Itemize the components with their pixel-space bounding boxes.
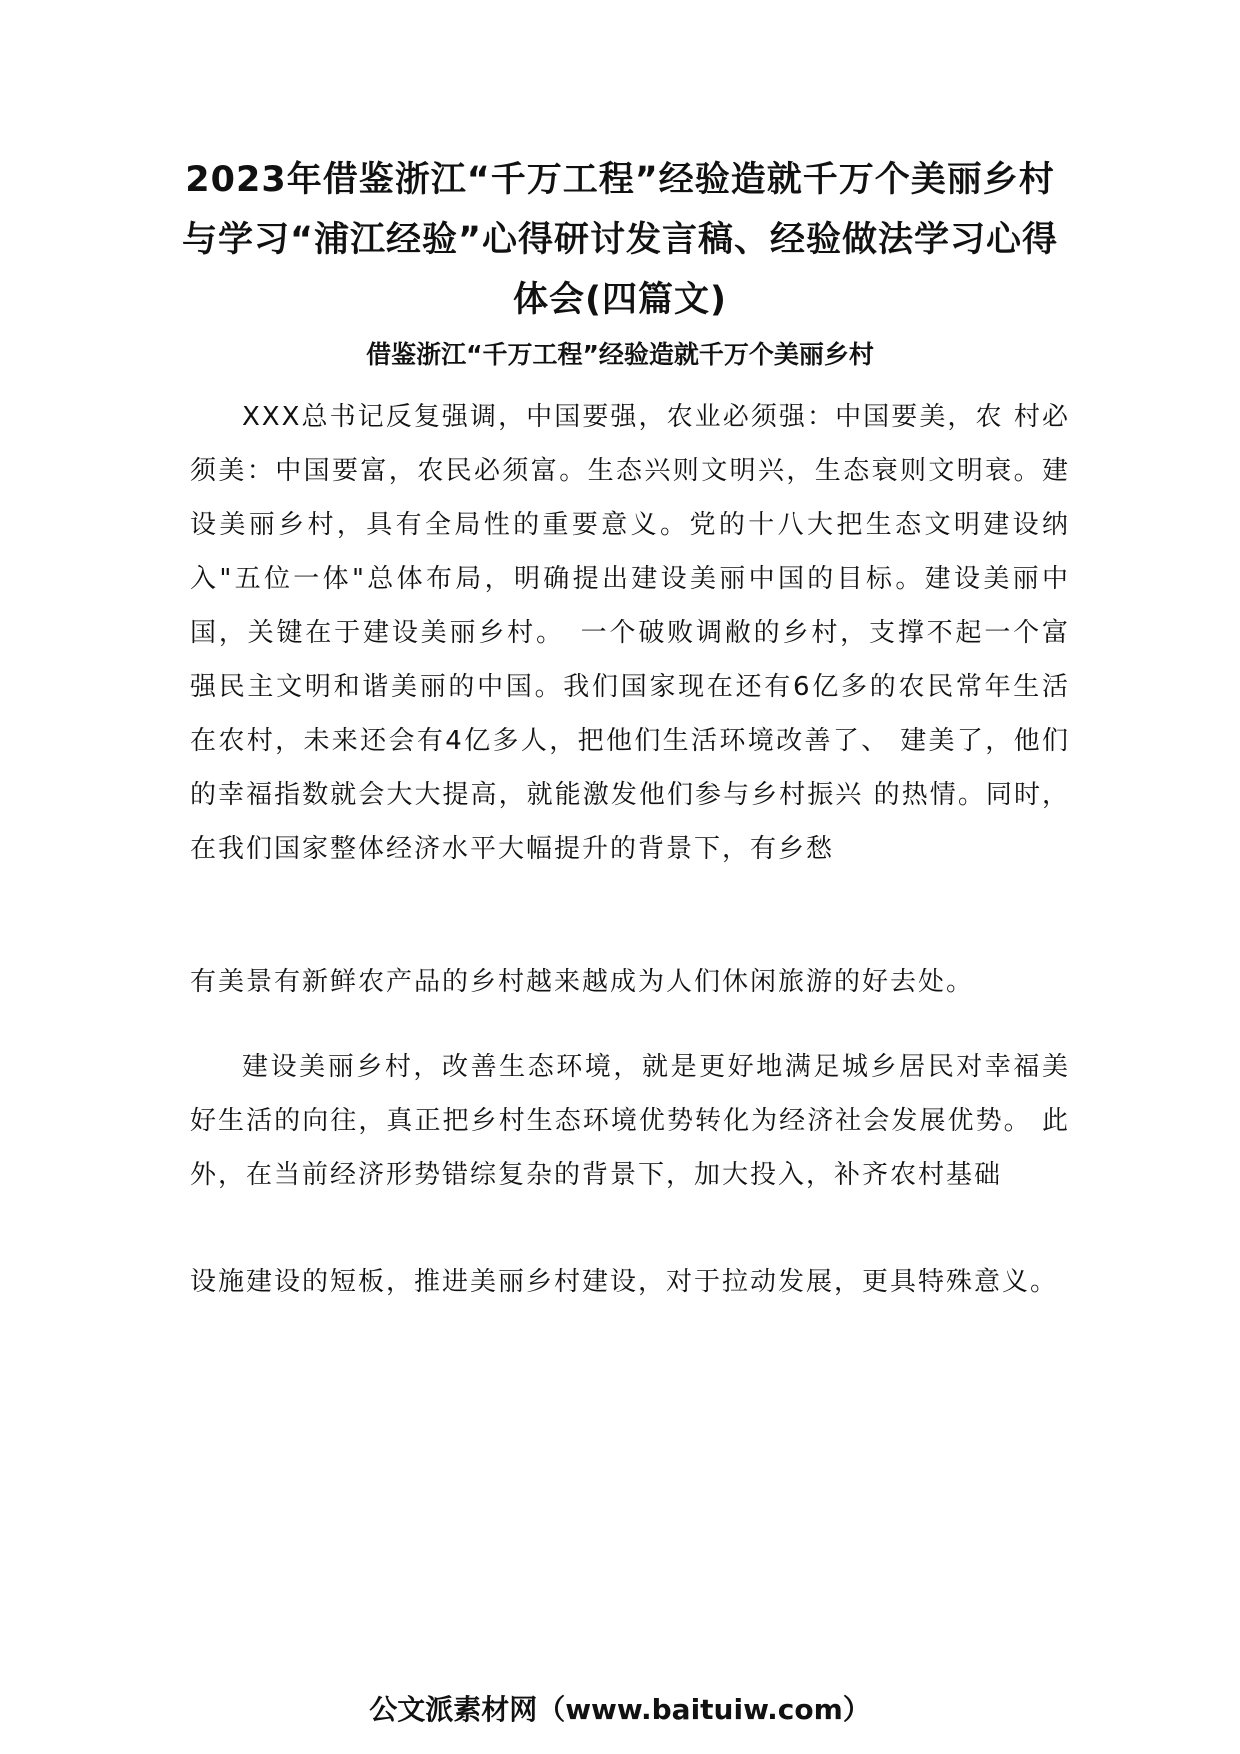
body-paragraph: 设施建设的短板，推进美丽乡村建设，对于拉动发展，更具特殊意义。 bbox=[190, 1267, 1059, 1297]
document-title: 2023年借鉴浙江“千万工程”经验造就千万个美丽乡村与学习“浦江经验”心得研讨发言稿、经验做法学习心得体会(四篇文) bbox=[181, 160, 1058, 320]
paragraph-block bbox=[190, 1255, 1070, 1309]
body-paragraph: XXX总书记反复强调，中国要强，农业必须强：中国要美，农 村必须美：中国要富，农民必须富。生态兴则文明兴，生态衰则文明衰。建设美丽乡村，具有全局性的重要意义。党的十八大把生态文明建设纳入"五位一体"总体布局，明确提出建设美丽中国的目标。建设美丽中国，关键在于建设美丽乡村。 一个破败调敝的乡村，支撑不起一个富强民主文明和谐美丽的中国。我们国家现在还有6亿多的农民常年生活在农村，未来还会有4亿多人，把他们生活环境改善了、 建美了，他们的幸福指数就会大大提高，就能激发他们参与乡村振兴 的热情。同时，在我们国家整体经济水平大幅提升的背景下，有乡愁 bbox=[190, 402, 1070, 864]
body-paragraph: 有美景有新鲜农产品的乡村越来越成为人们休闲旅游的好去处。 bbox=[190, 967, 975, 997]
paragraph-block bbox=[190, 390, 1070, 876]
body-paragraph: 建设美丽乡村，改善生态环境，就是更好地满足城乡居民对幸福美好生活的向往，真正把乡村生态环境优势转化为经济社会发展优势。 此外，在当前经济形势错综复杂的背景下，加大投入，补齐农村基础 bbox=[190, 1052, 1070, 1190]
footer-site-credit: 公文派素材网（www.baituiw.com） bbox=[369, 1693, 871, 1726]
section-subtitle: 借鉴浙江“千万工程”经验造就千万个美丽乡村 bbox=[366, 340, 874, 369]
paragraph-block bbox=[190, 1040, 1070, 1202]
paragraph-block bbox=[190, 955, 1070, 1009]
